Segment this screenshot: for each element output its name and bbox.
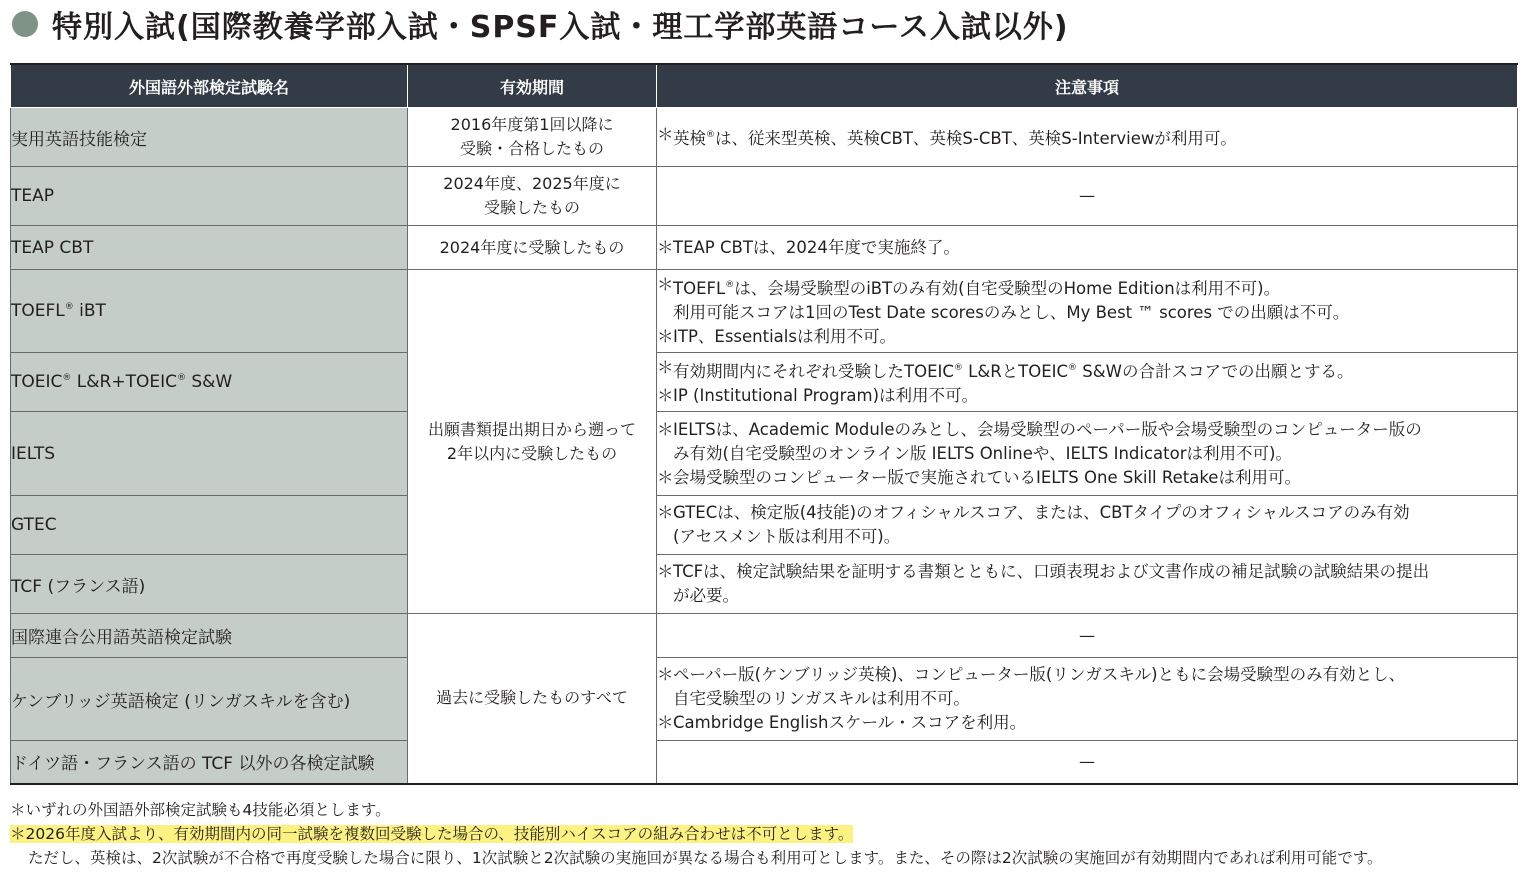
registered-mark: ® — [64, 302, 74, 312]
exam-name-teap-cbt: TEAP CBT — [11, 226, 408, 270]
note-text: TEAP CBTは、2024年度で実施終了。 — [673, 237, 960, 257]
note-tcf — [657, 555, 1518, 614]
note-text: S&Wの合計スコアでの出願とする。 — [1077, 362, 1354, 381]
note-line — [657, 356, 1517, 384]
validity-line: 2016年度第1回以降に — [450, 115, 614, 134]
registered-mark: ® — [953, 363, 963, 373]
note-toeic — [657, 353, 1518, 412]
note-text: IP (Institutional Program)は利用不可。 — [673, 386, 979, 405]
exam-table — [10, 63, 1518, 785]
note-teap-cbt — [657, 226, 1518, 270]
note-text: ITP、Essentialsは利用不可。 — [673, 327, 896, 346]
asterisk-mark: ＊ — [657, 125, 674, 144]
table-row — [11, 167, 1518, 226]
validity-line: 受験・合格したもの — [459, 139, 604, 158]
note-cambridge — [657, 658, 1518, 741]
asterisk-mark: ＊ — [657, 275, 674, 294]
exam-name-tcf: TCF (フランス語) — [11, 555, 408, 614]
exam-name-teap: TEAP — [11, 167, 408, 226]
asterisk-mark: ＊ — [657, 327, 674, 346]
note-text: 有効期間内にそれぞれ受験したTOEIC — [673, 362, 954, 381]
footnotes — [10, 798, 1520, 870]
note-text: TCFは、検定試験結果を証明する書類とともに、口頭表現および文書作成の補足試験の試験結果の提出 — [673, 562, 1430, 581]
note-line — [657, 236, 1517, 260]
name-text: L&R+TOEIC — [71, 372, 177, 392]
note-teap: — — [657, 167, 1518, 226]
footnote-highlighted: ＊2026年度入試より、有効期間内の同一試験を複数回受験した場合の、技能別ハイスコアの組み合わせは不可とします。 — [10, 825, 854, 843]
asterisk-mark: ＊ — [657, 665, 674, 684]
table-row — [11, 555, 1518, 614]
validity-all-past: 過去に受験したものすべて — [408, 614, 657, 784]
footnote-eiken-exception: ただし、英検は、2次試験が不合格で再度受験した場合に限り、1次試験と2次試験の実施回が異なる場合も利用可とします。また、その際は2次試験の実施回が有効期間内であれば利用可能です。 — [28, 849, 1383, 867]
title-row — [10, 2, 1069, 46]
exam-name-ielts: IELTS — [11, 412, 408, 496]
validity-line: 出願書類提出期日から遡って — [427, 419, 636, 439]
note-eiken — [657, 108, 1518, 167]
note-text: TOEFL — [673, 279, 726, 298]
validity-teap-cbt: 2024年度に受験したもの — [408, 226, 657, 270]
registered-mark: ® — [62, 373, 72, 383]
name-text: TOEIC — [11, 372, 63, 392]
registered-mark: ® — [176, 373, 186, 383]
page-title: 特別入試(国際教養学部入試・SPSF入試・理工学部英語コース入試以外) — [52, 10, 1069, 45]
exam-name-eiken: 実用英語技能検定 — [11, 108, 408, 167]
asterisk-mark: ＊ — [657, 386, 674, 405]
exam-name-gtec: GTEC — [11, 496, 408, 555]
note-line — [657, 123, 1517, 151]
note-continuation: 自宅受験型のリンガスキルは利用不可。 — [673, 689, 970, 708]
validity-line: 2024年度、2025年度に — [443, 174, 621, 193]
bullet-dot-icon — [12, 11, 38, 37]
asterisk-mark: ＊ — [657, 419, 674, 439]
table-row — [11, 270, 1518, 353]
asterisk-mark: ＊ — [657, 562, 674, 581]
note-line — [657, 273, 1517, 301]
note-text: GTECは、検定版(4技能)のオフィシャルスコア、または、CBTタイプのオフィシャルスコアのみ有効 — [673, 503, 1410, 522]
validity-teap — [408, 167, 657, 226]
validity-eiken — [408, 108, 657, 167]
note-text: IELTSは、Academic Moduleのみとし、会場受験型のペーパー版や会場受験型のコンピューター版の — [673, 419, 1422, 439]
registered-mark: ® — [1068, 363, 1078, 373]
note-continuation: み有効(自宅受験型のオンライン版 IELTS Onlineや、IELTS Indicatorは利用不可)。 — [673, 443, 1292, 463]
note-line — [657, 466, 1517, 490]
table-row — [11, 412, 1518, 496]
validity-two-years — [408, 270, 657, 614]
note-continuation: が必要。 — [673, 586, 739, 605]
name-text: TOEFL — [11, 301, 65, 321]
note-un: — — [657, 614, 1518, 658]
registered-mark: ® — [725, 280, 735, 290]
registered-mark: ® — [706, 130, 715, 140]
note-text: は、会場受験型のiBTのみ有効(自宅受験型のHome Editionは利用不可)。 — [734, 279, 1281, 298]
name-text: iBT — [73, 301, 106, 321]
exam-name-cambridge: ケンブリッジ英語検定 (リンガスキルを含む) — [11, 658, 408, 741]
note-other: — — [657, 741, 1518, 784]
note-line — [657, 663, 1517, 687]
table-row — [11, 226, 1518, 270]
validity-line: 2年以内に受験したもの — [446, 443, 618, 463]
table-header-row — [11, 64, 1518, 108]
table-row — [11, 658, 1518, 741]
header-exam-name: 外国語外部検定試験名 — [11, 64, 408, 108]
header-notes: 注意事項 — [657, 64, 1518, 108]
note-text: 会場受験型のコンピューター版で実施されているIELTS One Skill Retakeは利用可。 — [673, 467, 1301, 487]
note-text: は、従来型英検、英検CBT、英検S-CBT、英検S-Interviewが利用可。 — [715, 129, 1237, 148]
note-line — [657, 560, 1517, 584]
exam-name-toefl — [11, 270, 408, 353]
footnote-four-skills: ＊いずれの外国語外部検定試験も4技能必須とします。 — [10, 801, 391, 819]
note-text: 英検 — [673, 129, 706, 148]
note-line — [657, 384, 1517, 408]
exam-name-toeic — [11, 353, 408, 412]
note-line — [657, 501, 1517, 525]
note-text: ペーパー版(ケンブリッジ英検)、コンピューター版(リンガスキル)ともに会場受験型のみ有効とし、 — [673, 665, 1406, 684]
table-row — [11, 614, 1518, 658]
note-line — [657, 711, 1517, 735]
table-row — [11, 108, 1518, 167]
asterisk-mark: ＊ — [657, 358, 674, 377]
note-text: L&RとTOEIC — [962, 362, 1069, 381]
name-text: S&W — [185, 372, 233, 392]
table-row — [11, 741, 1518, 784]
note-toefl — [657, 270, 1518, 353]
note-continuation: 利用可能スコアは1回のTest Date scoresのみとし、My Best ™ scores での出願は不可。 — [673, 303, 1350, 322]
note-gtec — [657, 496, 1518, 555]
exam-name-other: ドイツ語・フランス語の TCF 以外の各検定試験 — [11, 741, 408, 784]
note-line — [657, 325, 1517, 349]
asterisk-mark: ＊ — [657, 237, 674, 257]
asterisk-mark: ＊ — [657, 503, 674, 522]
note-ielts — [657, 412, 1518, 496]
asterisk-mark: ＊ — [657, 713, 674, 732]
table-row — [11, 353, 1518, 412]
table-row — [11, 496, 1518, 555]
note-continuation: (アセスメント版は利用不可)。 — [673, 527, 901, 546]
asterisk-mark: ＊ — [657, 467, 674, 487]
note-line — [657, 418, 1517, 442]
exam-name-un: 国際連合公用語英語検定試験 — [11, 614, 408, 658]
validity-line: 受験したもの — [483, 198, 580, 217]
note-text: Cambridge Englishスケール・スコアを利用。 — [673, 713, 1027, 732]
header-validity: 有効期間 — [408, 64, 657, 108]
